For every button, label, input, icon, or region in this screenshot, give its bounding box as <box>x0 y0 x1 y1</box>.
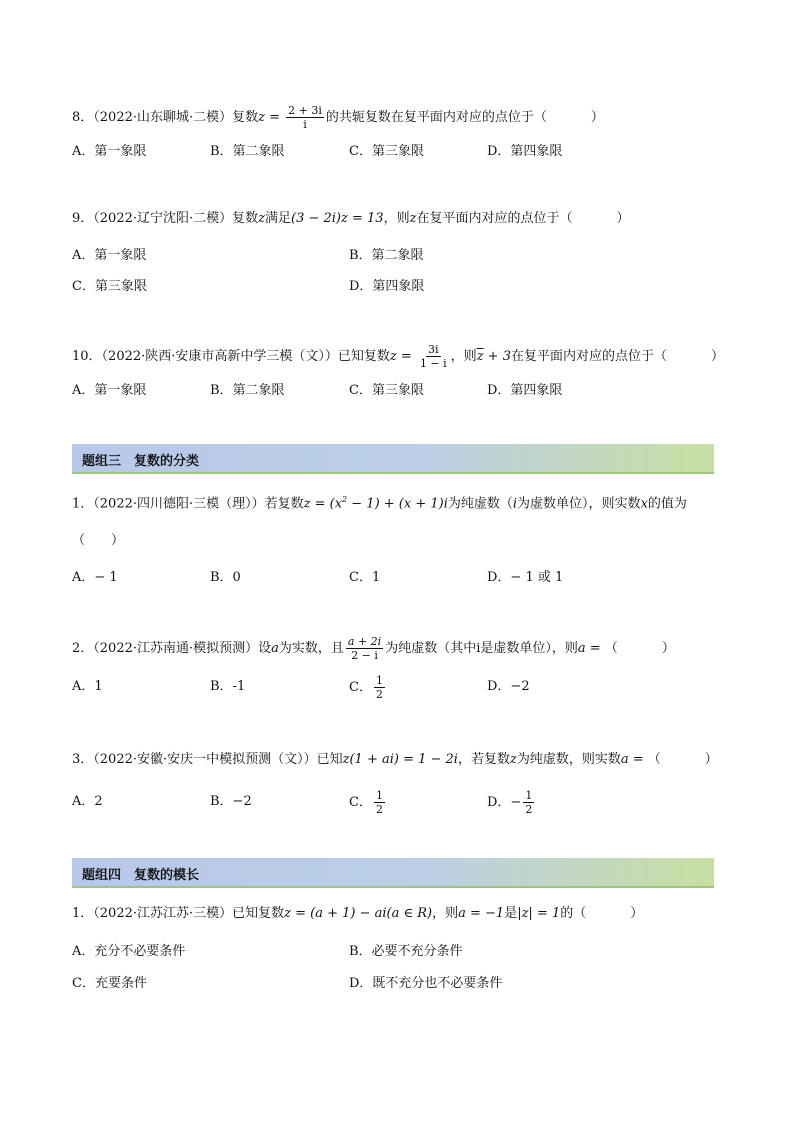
option-d[interactable]: D．− $\frac{1}{2}$ <box>487 789 533 816</box>
question-s3-2: 2．（2022·江苏南通·模拟预测）设a为实数，且 $\frac{a + 2i}{2 - i}$ 为纯虚数（其中i是虚数单位），则a = （ ） <box>72 635 675 662</box>
option-a[interactable]: A．第一象限 <box>72 383 147 398</box>
option-c[interactable]: C． $\frac{1}{2}$ <box>349 674 383 701</box>
question-s3-1: 1．（2022·四川德阳·三模（理））若复数$z = (x^2 - 1) + (x + 1)i$为纯虚数（i为虚数单位），则实数x的值为 <box>72 495 687 512</box>
option-b[interactable]: B．-1 <box>210 679 246 694</box>
fraction: $\frac{3i}{1 - i}$ <box>419 343 447 370</box>
option-a[interactable]: A．充分不必要条件 <box>72 944 186 959</box>
option-c[interactable]: C．1 <box>349 570 381 585</box>
option-a[interactable]: A．1 <box>72 679 103 694</box>
option-c[interactable]: C．充要条件 <box>72 976 147 991</box>
fraction: $\frac{a + 2i}{2 - i}$ <box>347 635 382 662</box>
option-c[interactable]: C． $\frac{1}{2}$ <box>349 789 383 816</box>
fraction: $\frac{1}{2}$ <box>375 789 383 816</box>
fraction: $\frac{2 + 3i}{i}$ <box>288 104 322 131</box>
option-a[interactable]: A．第一象限 <box>72 248 147 263</box>
question-s3-3: 3．（2022·安徽·安庆一中模拟预测（文））已知z(1 + ai) = 1 − 2i，若复数z为纯虚数，则实数a = （ ） <box>72 752 718 767</box>
option-b[interactable]: B．必要不充分条件 <box>349 944 463 959</box>
option-b[interactable]: B．−2 <box>210 794 252 809</box>
option-b[interactable]: B．第二象限 <box>210 383 285 398</box>
question-8: 8．（2022·山东聊城·二模）复数z = $\frac{2 + 3i}{i}$ 的共轭复数在复平面内对应的点位于（ ） <box>72 104 604 131</box>
option-d[interactable]: D．第四象限 <box>349 279 425 294</box>
option-c[interactable]: C．第三象限 <box>349 144 424 159</box>
option-d[interactable]: D．第四象限 <box>487 144 563 159</box>
option-d[interactable]: D．−2 <box>487 679 530 694</box>
option-b[interactable]: B．0 <box>210 570 241 585</box>
option-c[interactable]: C．第三象限 <box>72 279 147 294</box>
option-a[interactable]: A．− 1 <box>72 570 118 585</box>
question-10: 10．（2022·陕西·安康市高新中学三模（文））已知复数z = $\frac{3i}{1 - i}$ ，则$\overline{z} + 3$在复平面内对应的点位于（ ） <box>72 343 725 370</box>
section-header-4: 题组四 复数的模长 <box>72 858 714 888</box>
section-header-3: 题组三 复数的分类 <box>72 444 714 474</box>
option-d[interactable]: D．第四象限 <box>487 383 563 398</box>
answer-paren: （ ） <box>72 533 125 548</box>
option-b[interactable]: B．第二象限 <box>210 144 285 159</box>
option-d[interactable]: D．− 1 或 1 <box>487 570 564 585</box>
option-c[interactable]: C．第三象限 <box>349 383 424 398</box>
question-s4-1: 1．（2022·江苏江苏·三模）已知复数z = (a + 1) − ai(a ∈ R)，则a = −1是|z| = 1的（ ） <box>72 906 644 921</box>
option-a[interactable]: A．第一象限 <box>72 144 147 159</box>
option-a[interactable]: A．2 <box>72 794 103 809</box>
fraction: $\frac{1}{2}$ <box>375 674 383 701</box>
fraction: $\frac{1}{2}$ <box>525 789 533 816</box>
option-d[interactable]: D．既不充分也不必要条件 <box>349 976 503 991</box>
question-9: 9．（2022·辽宁沈阳·二模）复数z满足(3 − 2i)z = 13，则z在复平面内对应的点位于（ ） <box>72 211 630 226</box>
option-b[interactable]: B．第二象限 <box>349 248 424 263</box>
